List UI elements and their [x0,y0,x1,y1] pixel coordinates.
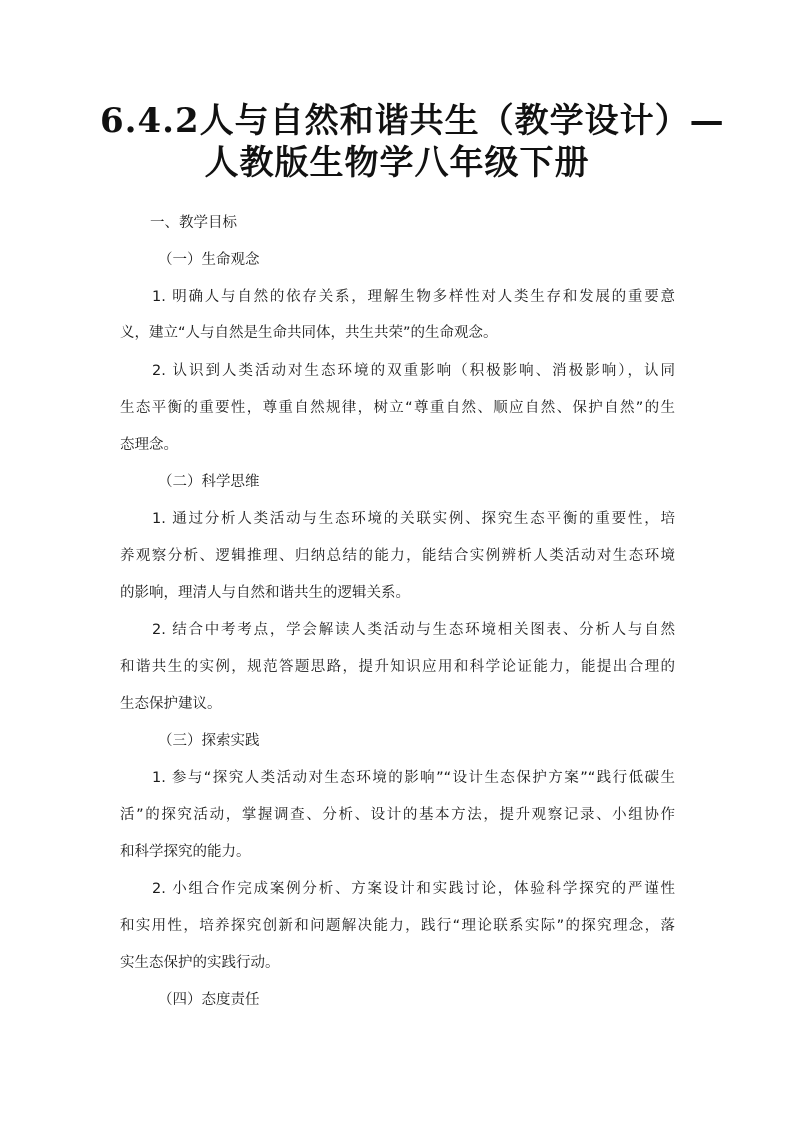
paragraph-line: 活”的探究活动，掌握调查、分析、设计的基本方法，提升观察记录、小组协作 [120,807,675,823]
paragraph-line: 的影响，理清人与自然和谐共生的逻辑关系。 [120,585,410,601]
paragraph-line: 态理念。 [120,437,178,453]
paragraph-line: 养观察分析、逻辑推理、归纳总结的能力，能结合实例辨析人类活动对生态环境 [120,548,675,564]
paragraph-line: 2. 结合中考考点，学会解读人类活动与生态环境相关图表、分析人与自然 [152,622,675,638]
section-heading-teaching-goals: 一、教学目标 [150,215,237,231]
paragraph-line: 义，建立“人与自然是生命共同体，共生共荣”的生命观念。 [120,325,498,341]
paragraph-line: 和实用性，培养探究创新和问题解决能力，践行“理论联系实际”的探究理念，落 [120,918,675,934]
paragraph-line: 实生态保护的实践行动。 [120,955,280,971]
paragraph-line: 2. 小组合作完成案例分析、方案设计和实践讨论，体验科学探究的严谨性 [152,881,675,897]
paragraph-line: 生态平衡的重要性，尊重自然规律，树立“尊重自然、顺应自然、保护自然”的生 [120,400,675,416]
subheading-life-concept: （一）生命观念 [158,252,260,268]
paragraph-line: 1. 通过分析人类活动与生态环境的关联实例、探究生态平衡的重要性，培 [152,511,675,527]
paragraph-line: 1. 参与“探究人类活动对生态环境的影响”“设计生态保护方案”“践行低碳生 [152,770,675,786]
document-title-line-1: 6.4.2人与自然和谐共生（教学设计）— [100,101,725,141]
subheading-scientific-thinking: （二）科学思维 [158,474,260,490]
subheading-attitude-responsibility: （四）态度责任 [158,992,260,1008]
paragraph-line: 和科学探究的能力。 [120,844,251,860]
paragraph-line: 1. 明确人与自然的依存关系，理解生物多样性对人类生存和发展的重要意 [152,289,675,305]
paragraph-line: 生态保护建议。 [120,696,222,712]
document-title-line-2: 人教版生物学八年级下册 [204,143,590,183]
paragraph-line: 2. 认识到人类活动对生态环境的双重影响（积极影响、消极影响），认同 [152,363,675,379]
paragraph-line: 和谐共生的实例，规范答题思路，提升知识应用和科学论证能力，能提出合理的 [120,659,675,675]
subheading-exploration-practice: （三）探索实践 [158,733,260,749]
